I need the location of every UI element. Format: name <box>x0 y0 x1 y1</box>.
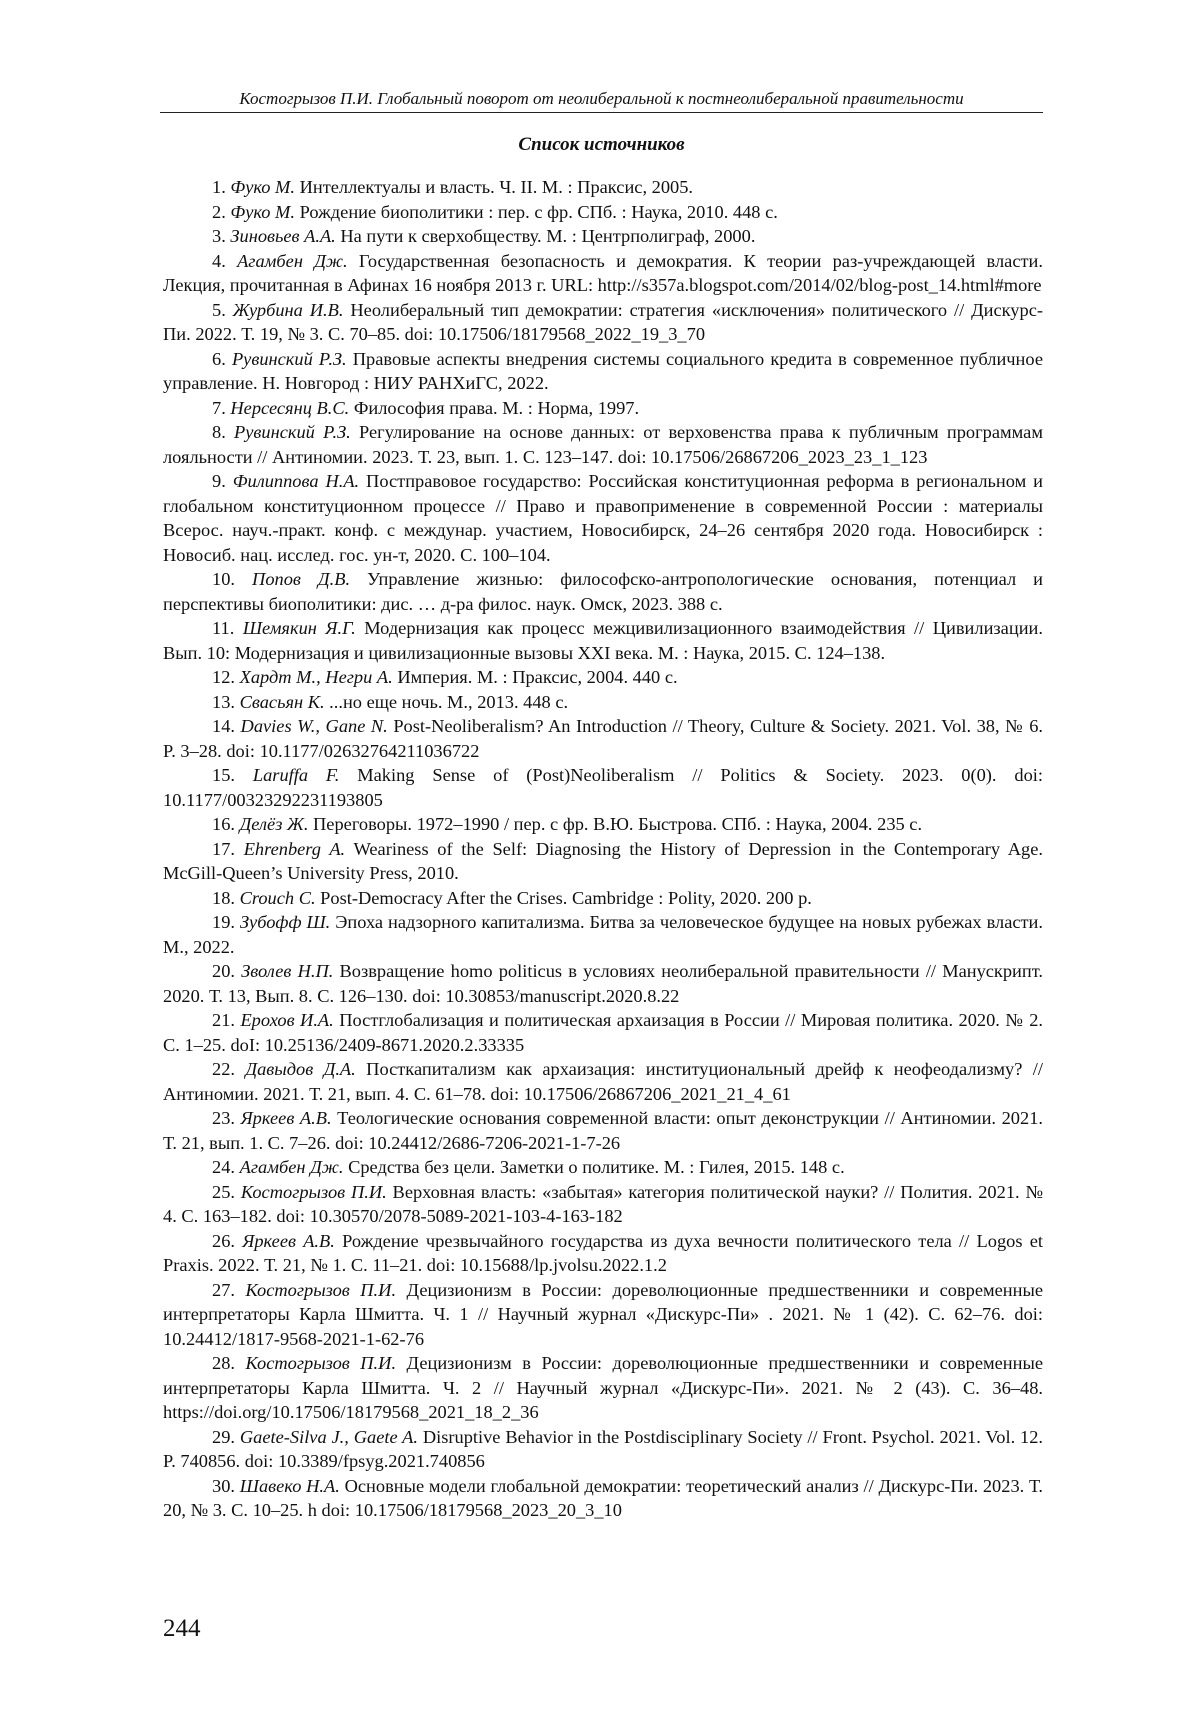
reference-item: 11. Шемякин Я.Г. Модернизация как процесс межцивилизационного взаимодействия // Цивилизации. Вып. 10: Модернизация и цивилизационные вызовы XXI века. М. : Наука, 2015. С. 124–138. <box>163 618 1043 663</box>
section-title: Список источников <box>518 134 685 155</box>
reference-item: 18. Crouch C. Post-Democracy After the Crises. Cambridge : Polity, 2020. 200 p. <box>212 887 812 908</box>
reference-item: 19. Зубофф Ш. Эпоха надзорного капитализма. Битва за человеческое будущее на новых рубежах власти. М., 2022. <box>163 912 1043 957</box>
reference-item: 16. Делёз Ж. Переговоры. 1972–1990 / пер. с фр. В.Ю. Быстрова. СПб. : Наука, 2004. 235 с. <box>212 814 923 834</box>
reference-item: 5. Журбина И.В. Неолиберальный тип демократии: стратегия «исключения» политического // Дискурс-Пи. 2022. Т. 19, № 3. С. 70–85. doi: 10.17506/18179568_2022_19_3_70 <box>163 299 1043 344</box>
reference-item: 17. Ehrenberg A. Weariness of the Self: Diagnosing the History of Depression in the Contemporary Age. McGill-Queen’s University Press, 2010. <box>163 838 1043 883</box>
reference-item: 9. Филиппова Н.А. Постправовое государство: Российская конституционная реформа в региональном и глобальном конституционном процессе // Право и правоприменение в современной России : материалы Всерос. науч.-практ. конф. с междунар. участием, Новосибирск, 24–26 сентября 2020 года. Новосибирск : Новосиб. нац. исслед. гос. ун-т, 2020. С. 100–104. <box>163 471 1043 565</box>
reference-item: 24. Агамбен Дж. Средства без цели. Заметки о политике. М. : Гилея, 2015. 148 с. <box>212 1157 845 1177</box>
reference-list <box>163 175 1043 1523</box>
reference-item: 28. Костогрызов П.И. Децизионизм в России: дореволюционные предшественники и современные интерпретаторы Карла Шмитта. Ч. 2 // Научный журнал «Дискурс-Пи». 2021. № 2 (43). С. 36–48. https://doi.org/10.17506/18179568_2021_18_2_36 <box>163 1353 1043 1422</box>
reference-item: 26. Яркеев А.В. Рождение чрезвычайного государства из духа вечности политического тела // Logos et Praxis. 2022. Т. 21, № 1. С. 11–21. doi: 10.15688/lp.jvolsu.2022.1.2 <box>163 1230 1043 1275</box>
reference-item: 30. Шавеко Н.А. Основные модели глобальной демократии: теоретический анализ // Дискурс-Пи. 2023. Т. 20, № 3. С. 10–25. h doi: 10.17506/18179568_2023_20_3_10 <box>163 1475 1043 1520</box>
reference-item: 25. Костогрызов П.И. Верховная власть: «забытая» категория политической науки? // Полития. 2021. № 4. С. 163–182. doi: 10.30570/2078-5089-2021-103-4-163-182 <box>163 1181 1043 1226</box>
reference-item: 3. Зиновьев А.А. На пути к сверхобществу. М. : Центрполиграф, 2000. <box>212 226 756 246</box>
reference-item: 23. Яркеев А.В. Теологические основания современной власти: опыт деконструкции // Антиномии. 2021. Т. 21, вып. 1. С. 7–26. doi: 10.24412/2686-7206-2021-1-7-26 <box>163 1108 1043 1153</box>
page-number: 244 <box>163 1615 201 1642</box>
reference-item: 29. Gaete-Silva J., Gaete A. Disruptive Behavior in the Postdisciplinary Society // Front. Psychol. 2021. Vol. 12. P. 740856. doi: 10.3389/fpsyg.2021.740856 <box>163 1426 1044 1471</box>
running-header: Костогрызов П.И. Глобальный поворот от неолиберальной к постнеолиберальной правительности <box>239 89 964 108</box>
reference-item: 6. Рувинский Р.З. Правовые аспекты внедрения системы социального кредита в современное публичное управление. Н. Новгород : НИУ РАНХиГС, 2022. <box>163 348 1043 393</box>
reference-item: 20. Зволев Н.П. Возвращение homo politicus в условиях неолиберальной правительности // Манускрипт. 2020. Т. 13, Вып. 8. С. 126–130. doi: 10.30853/manuscript.2020.8.22 <box>163 961 1043 1006</box>
reference-item: 4. Агамбен Дж. Государственная безопасность и демократия. К теории раз-учреждающей власти. Лекция, прочитанная в Афинах 16 ноября 2013 г. URL: http://s357a.blogspot.com/2014/02/blog-post_14.html#more <box>163 250 1043 295</box>
reference-item: 10. Попов Д.В. Управление жизнью: философско-антропологические основания, потенциал и перспективы биополитики: дис. … д-ра филос. наук. Омск, 2023. 388 с. <box>163 569 1044 614</box>
reference-item: 15. Laruffa F. Making Sense of (Post)Neoliberalism // Politics & Society. 2023. 0(0). doi: 10.1177/00323292231193805 <box>163 765 1043 810</box>
reference-item: 7. Нерсесянц В.С. Философия права. М. : Норма, 1997. <box>212 397 640 418</box>
header-divider <box>160 112 1043 113</box>
reference-item: 2. Фуко М. Рождение биополитики : пер. с фр. СПб. : Наука, 2010. 448 с. <box>212 201 778 222</box>
reference-item: 21. Ерохов И.А. Постглобализация и политическая архаизация в России // Мировая политика. 2020. № 2. С. 1–25. doI: 10.25136/2409-8671.2020.2.33335 <box>163 1010 1043 1055</box>
reference-item: 12. Хардт М., Негри А. Империя. М. : Праксис, 2004. 440 с. <box>212 667 678 687</box>
reference-item: 1. Фуко М. Интеллектуалы и власть. Ч. II. М. : Праксис, 2005. <box>212 177 694 197</box>
reference-item: 27. Костогрызов П.И. Децизионизм в России: дореволюционные предшественники и современные интерпретаторы Карла Шмитта. Ч. 1 // Научный журнал «Дискурс-Пи» . 2021. № 1 (42). С. 62–76. doi: 10.24412/1817-9568-2021-1-62-76 <box>163 1279 1043 1349</box>
reference-item: 14. Davies W., Gane N. Post-Neoliberalism? An Introduction // Theory, Culture & Society. 2021. Vol. 38, № 6. P. 3–28. doi: 10.1177/02632764211036722 <box>163 716 1043 761</box>
reference-item: 8. Рувинский Р.З. Регулирование на основе данных: от верховенства права к публичным программам лояльности // Антиномии. 2023. Т. 23, вып. 1. С. 123–147. doi: 10.17506/26867206_2023_23_1_123 <box>163 422 1043 467</box>
reference-item: 22. Давыдов Д.А. Посткапитализм как архаизация: институциональный дрейф к неофеодализму? // Антиномии. 2021. Т. 21, вып. 4. С. 61–78. doi: 10.17506/26867206_2021_21_4_61 <box>163 1059 1043 1104</box>
reference-item: 13. Свасьян К. ...но еще ночь. М., 2013. 448 с. <box>212 691 569 712</box>
